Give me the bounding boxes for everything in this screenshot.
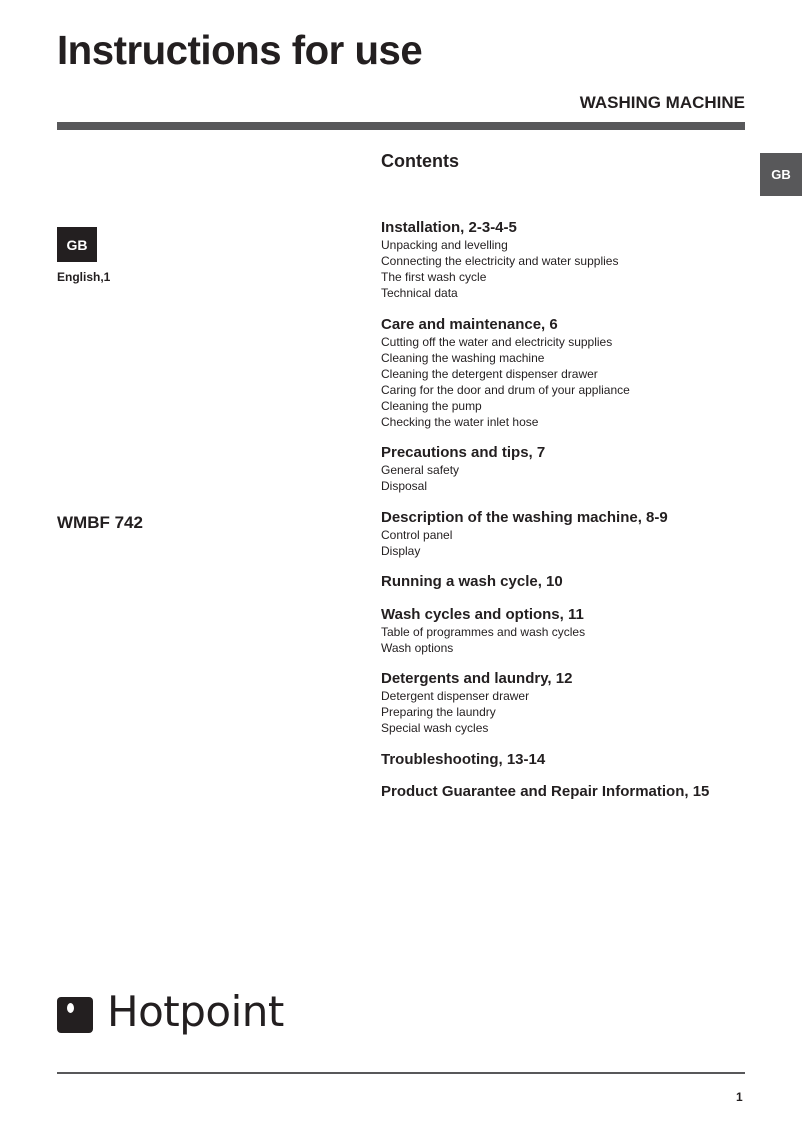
- toc-section: [381, 509, 781, 559]
- toc-section: [381, 573, 781, 591]
- toc-item: Table of programmes and wash cycles: [381, 624, 586, 639]
- toc-item: Cleaning the detergent dispenser drawer: [381, 366, 598, 381]
- toc-item: General safety: [381, 463, 460, 477]
- toc-item: Special wash cycles: [381, 721, 489, 735]
- language-badge: GB: [57, 227, 97, 262]
- toc-section: [381, 751, 781, 769]
- toc-item: Preparing the laundry: [381, 705, 496, 719]
- toc-section: [381, 316, 781, 430]
- toc-item: Unpacking and levelling: [381, 238, 508, 252]
- contents-heading: Contents: [381, 151, 459, 171]
- toc-section-title: Troubleshooting, 13-14: [381, 750, 546, 768]
- hotpoint-logo: [57, 987, 284, 1036]
- toc-section: [381, 670, 781, 736]
- toc-section-title: Running a wash cycle, 10: [381, 573, 563, 590]
- toc-item: Cleaning the washing machine: [381, 350, 545, 365]
- toc-section-title: Care and maintenance, 6: [381, 315, 558, 333]
- toc-section-title: Detergents and laundry, 12: [381, 670, 573, 687]
- language-label: English,1: [57, 270, 111, 284]
- header-divider-bar: [57, 122, 745, 130]
- toc-item: Control panel: [381, 527, 453, 542]
- toc-section: [381, 219, 781, 301]
- document-subtitle: WASHING MACHINE: [579, 93, 745, 112]
- table-of-contents: [381, 219, 781, 816]
- toc-item: The first wash cycle: [381, 270, 487, 284]
- toc-item: Connecting the electricity and water supplies: [381, 254, 619, 268]
- language-tab: GB: [760, 153, 802, 196]
- toc-item: Wash options: [381, 640, 454, 655]
- footer-divider: [57, 1072, 745, 1074]
- toc-item: Display: [381, 543, 421, 558]
- toc-item: Cutting off the water and electricity supplies: [381, 334, 613, 349]
- toc-section: [381, 606, 781, 656]
- model-number: WMBF 742: [57, 513, 143, 532]
- toc-item: Caring for the door and drum of your appliance: [381, 382, 630, 397]
- toc-item: Detergent dispenser drawer: [381, 689, 530, 703]
- toc-item: Checking the water inlet hose: [381, 414, 539, 429]
- page-number: 1: [736, 1090, 743, 1104]
- toc-item: Disposal: [381, 479, 428, 493]
- brand-name: Hotpoint: [107, 987, 284, 1036]
- toc-item: Cleaning the pump: [381, 398, 482, 413]
- toc-section: [381, 783, 781, 801]
- toc-item: Technical data: [381, 286, 458, 300]
- toc-section-title: Precautions and tips, 7: [381, 444, 546, 461]
- document-title: Instructions for use: [57, 27, 423, 73]
- toc-section-title: Product Guarantee and Repair Information, 15: [381, 783, 710, 800]
- toc-section: [381, 444, 781, 494]
- toc-section-title: Installation, 2-3-4-5: [381, 219, 517, 236]
- toc-section-title: Description of the washing machine, 8-9: [381, 508, 668, 526]
- toc-section-title: Wash cycles and options, 11: [381, 605, 584, 623]
- hotpoint-logo-icon: [57, 997, 93, 1033]
